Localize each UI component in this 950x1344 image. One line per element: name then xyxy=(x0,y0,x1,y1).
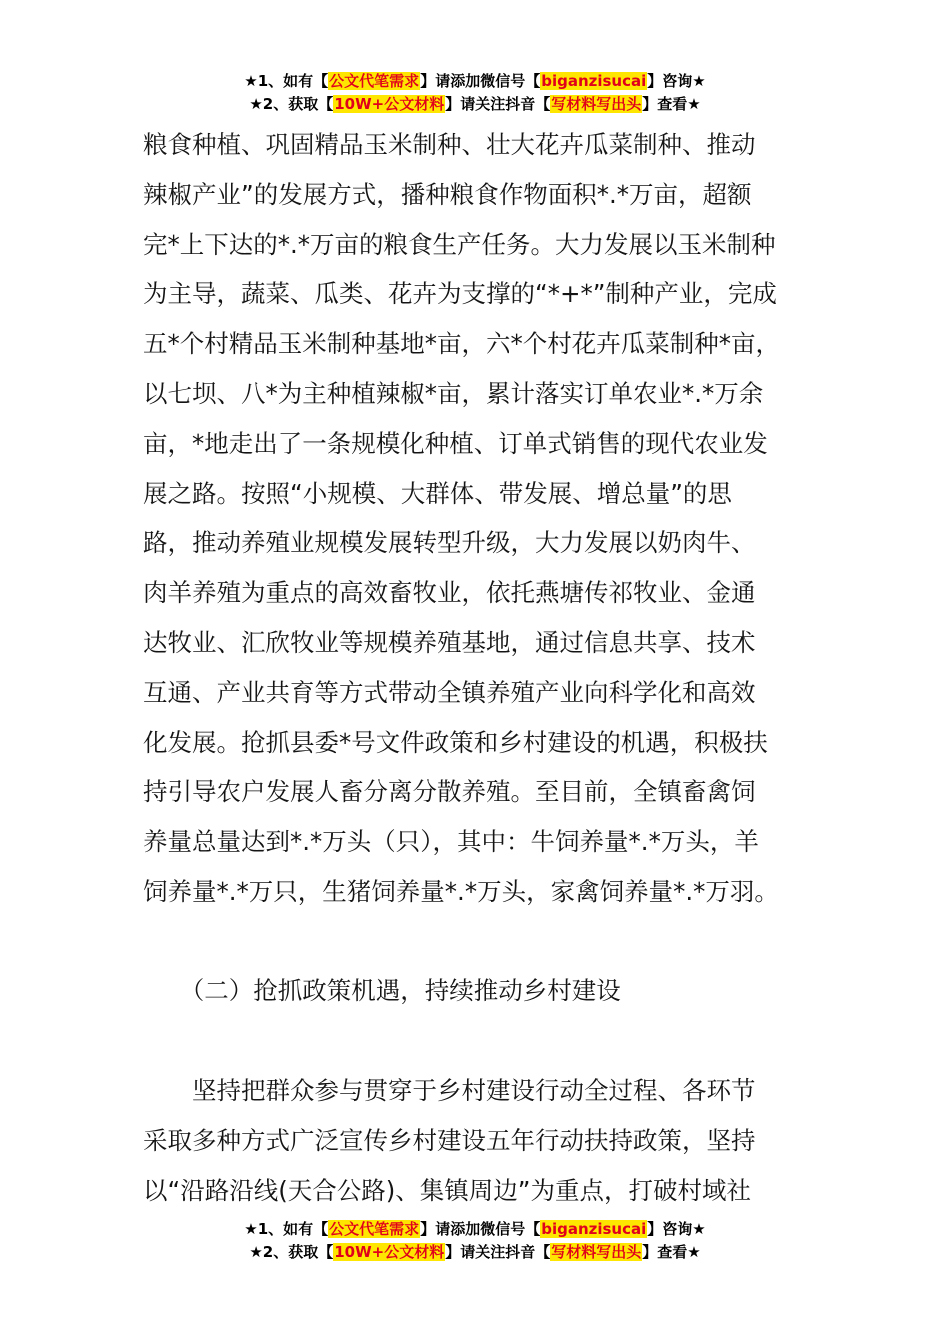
text-line: 五*个村精品玉米制种基地*亩，六*个村花卉瓜菜制种*亩， xyxy=(143,329,780,359)
banner-highlight-materials: 10W+公文材料 xyxy=(334,95,445,113)
text-line: 粮食种植、巩固精品玉米制种、壮大花卉瓜菜制种、推动 xyxy=(143,130,756,159)
text-line: 亩，*地走出了一条规模化种植、订单式销售的现代农业发 xyxy=(143,428,768,458)
banner-line-2: ★2、获取【10W+公文材料】请关注抖音【写材料写出头】查看★ xyxy=(249,95,701,113)
footer-banner-line-1: ★1、如有【公文代笔需求】请添加微信号【biganzisucai】咨询★ xyxy=(244,1220,706,1238)
text-line: 饲养量*.*万只，生猪饲养量*.*万头，家禽饲养量*.*万羽。 xyxy=(143,876,779,906)
text-line: 养量总量达到*.*万头（只），其中：牛饲养量*.*万头，羊 xyxy=(143,827,759,857)
banner-line-1: ★1、如有【公文代笔需求】请添加微信号【biganzisucai】咨询★ xyxy=(244,72,706,90)
section-heading-text: （二）抢抓政策机遇，持续推动乡村建设 xyxy=(192,976,621,1005)
text-line: 为主导，蔬菜、瓜类、花卉为支撑的“*+*”制种产业，完成 xyxy=(143,279,777,309)
banner-highlight-wechat: biganzisucai xyxy=(541,72,647,90)
paragraph-2 xyxy=(143,1066,833,1215)
paragraph-1 xyxy=(143,120,833,917)
text-line: 展之路。按照“小规模、大群体、带发展、增总量”的思 xyxy=(143,478,732,508)
text-line: 化发展。抢抓县委*号文件政策和乡村建设的机遇，积极扶 xyxy=(143,727,768,757)
footer-highlight-service: 公文代笔需求 xyxy=(329,1220,420,1238)
section-heading xyxy=(143,966,833,1016)
footer-highlight-materials: 10W+公文材料 xyxy=(334,1243,445,1261)
footer-banner xyxy=(0,1218,950,1264)
text-line: 达牧业、汇欣牧业等规模养殖基地，通过信息共享、技术 xyxy=(143,627,756,657)
text-line: 以“沿路沿线(天合公路)、集镇周边”为重点，打破村域社 xyxy=(143,1175,751,1205)
footer-banner-line-2: ★2、获取【10W+公文材料】请关注抖音【写材料写出头】查看★ xyxy=(249,1243,701,1261)
text-line: 以七坝、八*为主种植辣椒*亩，累计落实订单农业*.*万余 xyxy=(143,378,764,408)
banner-highlight-service: 公文代笔需求 xyxy=(329,72,420,90)
text-line: 持引导农户发展人畜分离分散养殖。至目前，全镇畜禽饲 xyxy=(143,777,756,807)
text-line: 肉羊养殖为重点的高效畜牧业，依托燕塘传祁牧业、金通 xyxy=(143,578,756,608)
text-line: 路，推动养殖业规模发展转型升级，大力发展以奶肉牛、 xyxy=(143,528,756,558)
footer-highlight-wechat: biganzisucai xyxy=(541,1220,647,1238)
footer-highlight-douyin: 写材料写出头 xyxy=(551,1243,642,1261)
header-banner xyxy=(0,70,950,116)
text-line: 采取多种方式广泛宣传乡村建设五年行动扶持政策，坚持 xyxy=(143,1125,756,1155)
banner-highlight-douyin: 写材料写出头 xyxy=(551,95,642,113)
text-line: 完*上下达的*.*万亩的粮食生产任务。大力发展以玉米制种 xyxy=(143,229,776,259)
text-line: 坚持把群众参与贯穿于乡村建设行动全过程、各环节 xyxy=(143,1076,756,1105)
text-line: 互通、产业共育等方式带动全镇养殖产业向科学化和高效 xyxy=(143,677,756,707)
text-line: 辣椒产业”的发展方式，播种粮食作物面积*.*万亩，超额 xyxy=(143,179,752,209)
